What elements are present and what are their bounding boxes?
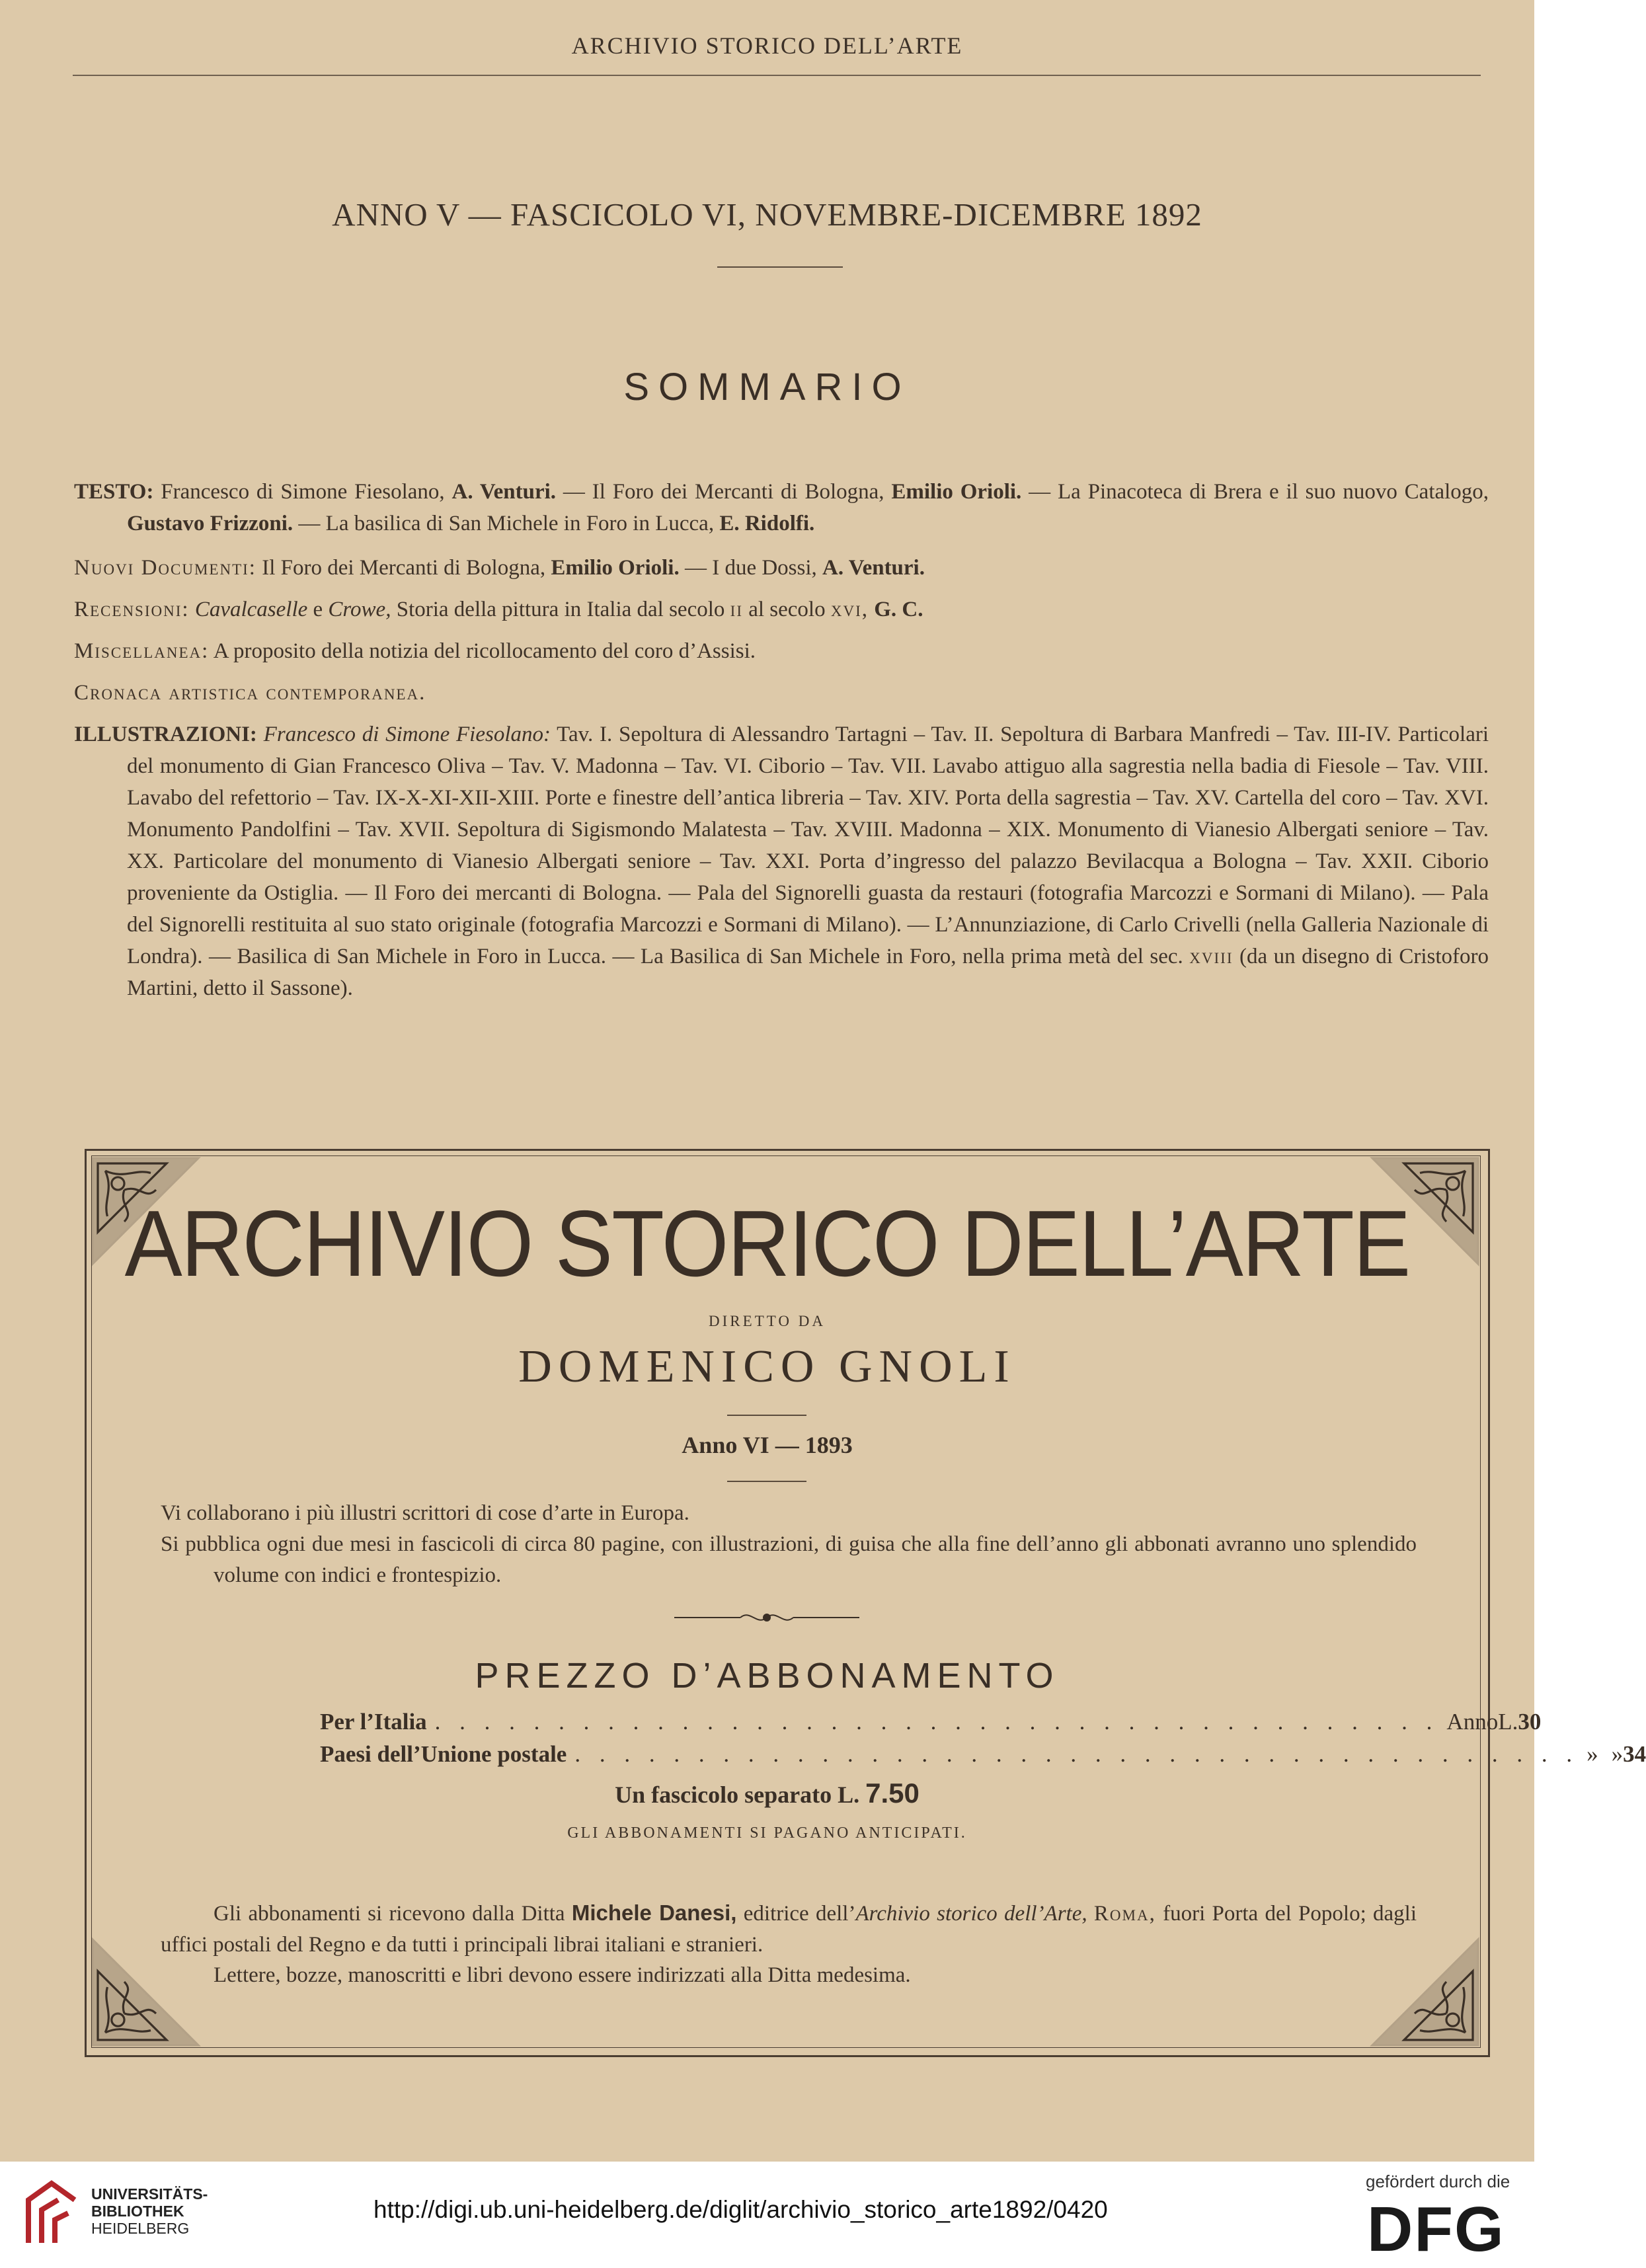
digitization-footer [0,2162,1534,2268]
toc-illustrazioni [74,719,1489,1004]
sub-text: fuori Porta del Popolo; dagli uffici postali del Regno e da tutti i principali librai italiani e stranieri. [161,1902,1417,1957]
advert-description [161,1498,1417,1591]
sommario-heading: SOMMARIO [623,366,911,409]
toc-recensioni [74,594,1489,625]
sub-text: Lettere, bozze, manoscritti e libri devono essere indirizzati alla Ditta medesima. [214,1963,911,1987]
toc-label: TESTO: [74,480,154,504]
toc-smallcaps: xviii [1189,945,1234,968]
toc-miscellanea [74,635,1489,667]
sub-text: Gli abbonamenti si ricevono dalla Ditta [214,1902,565,1926]
single-issue-price [0,1778,1534,1809]
source-url-link[interactable]: http://digi.ub.uni-heidelberg.de/diglit/archivio_storico_arte1892/0420 [373,2196,1108,2223]
toc-nuovi-documenti [74,552,1489,584]
advert-year: Anno VI — 1893 [682,1432,853,1458]
issue-line: ANNO V — FASCICOLO VI, NOVEMBRE-DICEMBRE 1892 [332,196,1202,233]
university-library-logo-icon [19,2177,85,2249]
funded-by-label: gefördert durch die [1366,2171,1510,2191]
price-label: Paesi dell’Unione postale [320,1741,567,1767]
dfg-logo: DFG [1367,2194,1505,2265]
toc-author: G. C. [874,598,923,621]
advert-paragraph: Vi collaborano i più illustri scrittori di cose d’arte in Europa. [161,1501,689,1525]
divider-ornament-icon [674,1608,859,1627]
editor-name: DOMENICO GNOLI [518,1341,1016,1392]
toc-text: — La Pinacoteca di Brera e il suo nuovo Catalogo, [1029,480,1489,504]
price-currency: » [1611,1741,1624,1767]
toc-text: e [313,598,323,621]
library-name-line: HEIDELBERG [91,2220,190,2237]
toc-author: Gustavo Frizzoni. [127,512,294,535]
toc-text: — I due Dossi, [684,556,817,580]
leader-dots: . . . . . . . . . . . . . . . . . . . . . . . . . . . . . . . . . . . . . . . . . [574,1741,1579,1767]
single-issue-label: Un fascicolo separato L. [615,1781,860,1808]
toc-author: Emilio Orioli. [891,480,1022,504]
price-heading: PREZZO D’ABBONAMENTO [475,1656,1060,1696]
toc-text: Storia della pittura in Italia dal secolo [396,598,725,621]
advert-paragraph: Si pubblica ogni due mesi in fascicoli di circa 80 pagine, con illustrazioni, di guisa che alla fine dell’anno gli abbonati avranno uno splendido volume con indici e frontespizio. [161,1532,1417,1587]
toc-text: (da un disegno di Cristoforo Martini, detto il Sassone). [127,945,1489,1000]
toc-author: A. Venturi. [451,480,557,504]
price-row-unione-postale [320,1741,1646,1768]
toc-testo [74,476,1489,539]
short-divider [727,1415,806,1416]
library-name [91,2185,208,2237]
toc-italic: Crowe, [328,598,391,621]
running-head: ARCHIVIO STORICO DELL’ARTE [571,32,963,59]
publisher-name: Michele Danesi, [571,1900,737,1925]
single-issue-amount: 7.50 [865,1778,920,1809]
leader-dots: . . . . . . . . . . . . . . . . . . . . . . . . . . . . . . . . . . . . . . . . . [434,1709,1439,1735]
advert-title: ARCHIVIO STORICO DELL’ARTE [124,1191,1410,1296]
price-row-italia [320,1709,1542,1735]
toc-italic: Cavalcaselle [194,598,308,621]
toc-label: ILLUSTRAZIONI: [74,723,257,746]
toc-label: Nuovi Documenti: [74,556,256,580]
toc-text: Il Foro dei Mercanti di Bologna, [262,556,546,580]
price-currency: L. [1498,1709,1518,1735]
directed-by-label: DIRETTO DA [709,1313,826,1329]
city-name: Roma, [1093,1902,1156,1926]
toc-author: E. Ridolfi. [719,512,815,535]
toc-text: Tav. I. Sepoltura di Alessandro Tartagni – Tav. II. Sepoltura di Barbara Manfredi – Tav. III-IV. Particolari del monumento di Gian Francesco Oliva – Tav. V. Madonna – Tav. VI. Ciborio – Tav. VII. Lavabo attiguo alla sagrestia nella badia di Fiesole – Tav. VIII. Lavabo del refettorio – Tav. IX-X-XI-XII-XIII. Porte e finestre dell’antica libreria – Tav. XIV. Porta della sagrestia – Tav. XV. Cartella del coro – Tav. XVI. Monumento Pandolfini – Tav. XVII. Sepoltura di Sigismondo Malatesta – Tav. XVIII. Madonna – XIX. Monumento di Vianesio Albergati seniore – Tav. XX. Particolare del monumento di Vianesio Albergati seniore – Tav. XXI. Porta d’ingresso del palazzo Bevilacqua a Bologna – Tav. XXII. Ciborio proveniente da Ostiglia. — Il Foro dei mercanti di Bologna. — Pala del Signorelli guasta da restauri (fotografia Marcozzi e Sormani di Milano). — Pala del Signorelli restituita al suo stato originale (fotografia Marcozzi e Sormani di Milano). — L’Annunziazione, di Carlo Crivelli (nella Galleria Nazionale di Londra). — Basilica di San Michele in Foro in Lucca. — La Basilica di San Michele in Foro, nella prima metà del sec. [127,723,1489,968]
library-name-line: UNIVERSITÄTS- [91,2185,208,2203]
price-unit: Anno [1446,1709,1499,1735]
toc-smallcaps: ii [730,598,743,621]
toc-label: Recensioni: [74,598,190,621]
toc-text: — La basilica di San Michele in Foro in Lucca, [298,512,715,535]
journal-name: Archivio storico dell’Arte, [855,1902,1087,1926]
toc-text: — Il Foro dei Mercanti di Bologna, [563,480,884,504]
toc-author: Emilio Orioli. [551,556,680,580]
toc-label: Miscellanea: [74,639,210,663]
toc-italic: Francesco di Simone Fiesolano: [263,723,551,746]
price-label: Per l’Italia [320,1709,427,1735]
toc-text: al secolo [748,598,826,621]
sub-text: editrice dell’ [743,1902,856,1926]
price-amount: 30 [1518,1709,1542,1735]
price-amount: 34 [1623,1741,1646,1767]
correspondence-info [161,1960,1417,1991]
price-unit: » [1587,1741,1598,1767]
toc-text: A proposito della notizia del ricollocamento del coro d’Assisi. [213,639,756,663]
header-rule [73,75,1481,76]
library-name-line: BIBLIOTHEK [91,2203,184,2220]
toc-smallcaps: xvi, [830,598,869,621]
toc-author: A. Venturi. [822,556,925,580]
short-divider [727,1481,806,1482]
short-divider [717,266,843,268]
advance-payment-note: GLI ABBONAMENTI SI PAGANO ANTICIPATI. [567,1824,967,1842]
subscription-info [161,1897,1417,1961]
toc-text: Francesco di Simone Fiesolano, [161,480,445,504]
toc-label: Cronaca artistica contemporanea. [74,681,426,705]
toc-cronaca [74,677,1489,709]
